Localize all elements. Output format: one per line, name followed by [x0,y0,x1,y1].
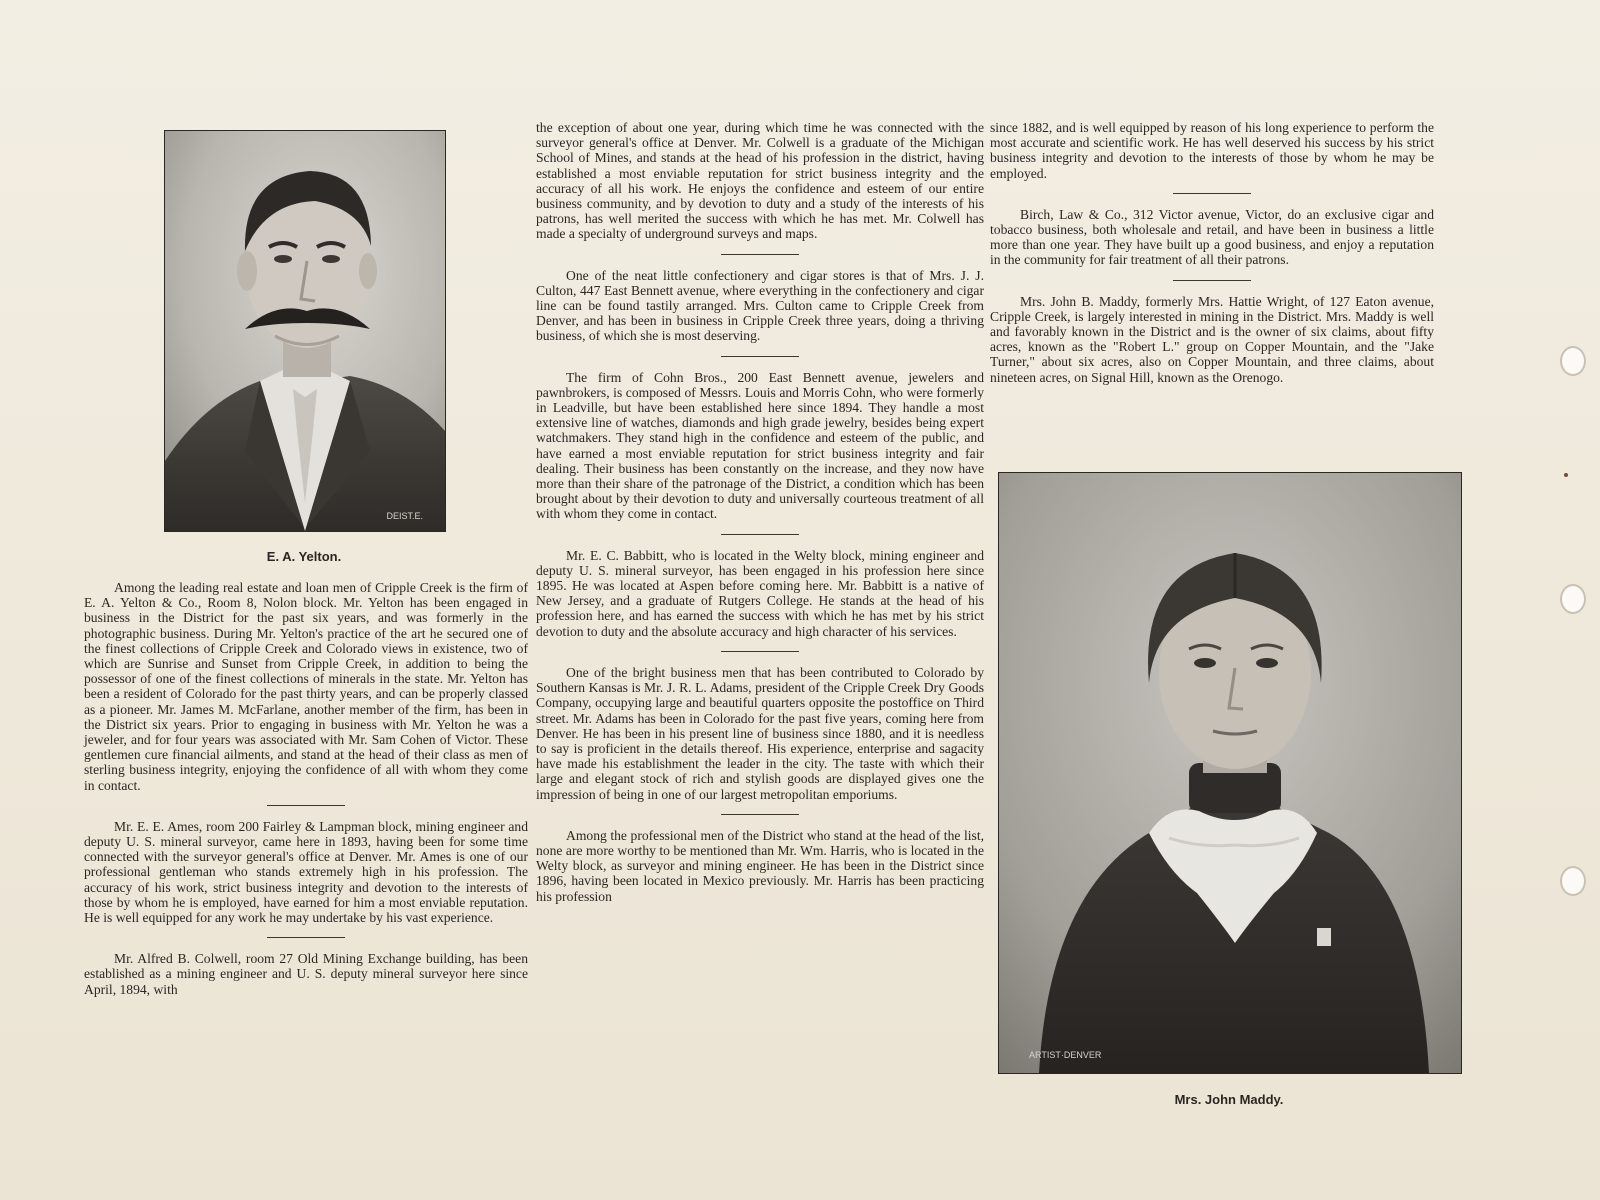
maddy-portrait-image [999,473,1461,1073]
paragraph-adams: One of the bright business men that has been contributed to Colorado by Southern Kansas is Mr. J. R. L. Adams, president of the Cripple Creek Dry Goods Company, occupying large and beautiful quarters opposite the postoffice on Third street. Mr. Adams has been in Colorado for the past five years, coming here from Denver. He has been in his present line of business since 1880, and it is needless to say is proficient in the details thereof. His experience, enterprise and sagacity have made his establishment the leader in the city. The taste with which their large and elegant stock of rich and stylish goods are displayed gives one the impression of being in one of our largest metropolitan emporiums. [536,664,984,802]
binder-hole [1560,866,1586,896]
divider [721,254,799,255]
yelton-photo-mark: DEIST.E. [386,511,423,521]
column-2 [536,120,984,920]
maddy-photo-mark: ARTIST·DENVER [1029,1050,1102,1060]
paper-fleck [1564,473,1568,477]
paragraph-babbitt: Mr. E. C. Babbitt, who is located in the Welty block, mining engineer and deputy U. S. mineral surveyor, has been engaged in his profession here since 1895. He was located at Aspen before coming here. Mr. Babbitt is a native of New Jersey, and a graduate of Rutgers College. He stands at the head of his profession here, and has earned the success with which he has met by his strict devotion to duty and the absolute accuracy and high character of his services. [536,547,984,639]
binder-hole [1560,346,1586,376]
paragraph-maddy: Mrs. John B. Maddy, formerly Mrs. Hattie Wright, of 127 Eaton avenue, Cripple Creek, is largely interested in mining in the District. Mrs. Maddy is well and favorably known in the District and is the owner of six claims, about fifty acres, known as the "Robert L." group on Copper Mountain, and the "Jake Turner," about six acres, also on Copper Mountain, and three claims, about nineteen acres, on Signal Hill, known as the Orenogo. [990,293,1434,385]
yelton-caption: E. A. Yelton. [266,549,342,564]
divider [1173,193,1251,194]
paragraph-colwell-cont: the exception of about one year, during which time he was connected with the surveyor general's office at Denver. Mr. Colwell is a graduate of the Michigan School of Mines, and stands at the head of his profession in the district, having established a most enviable reputation for strict business integrity and the accuracy of all his work. He enjoys the confidence and esteem of our entire business community, and by devotion to duty and a study of the interests of his patrons, has well merited the success with which he has met. Mr. Colwell has made a specialty of underground surveys and maps. [536,120,984,242]
column-1 [84,580,528,1013]
yelton-portrait-image [165,131,445,531]
divider [721,534,799,535]
divider [1173,280,1251,281]
divider [721,356,799,357]
maddy-caption: Mrs. John Maddy. [1174,1092,1284,1107]
divider [267,805,345,806]
paragraph-ames: Mr. E. E. Ames, room 200 Fairley & Lampman block, mining engineer and deputy U. S. mineral surveyor, came here in 1893, having been for some time connected with the surveyor general's office at Denver. Mr. Ames is one of our professional gentleman who stands extremely high in his profession. The accuracy of his work, strict business integrity and devotion to the interests of those by whom he is employed, have earned for him a most enviable reputation. He is well equipped for any work he may undertake by his vast experience. [84,818,528,926]
divider [267,937,345,938]
paragraph-cohn-bros: The firm of Cohn Bros., 200 East Bennett avenue, jewelers and pawnbrokers, is composed of Messrs. Louis and Morris Cohn, who were formerly in Leadville, but have been established here since 1894. They handle a most extensive line of watches, diamonds and high grade jewelry, besides being expert watchmakers. They stand high in the confidence and esteem of the public, and have earned a most enviable reputation for strict business integrity and fair dealing. Their business has been constantly on the increase, and they now have more than their share of the patronage of the District, a condition which has been brought about by their devotion to duty and universally courteous treatment of all with whom they come in contact. [536,369,984,522]
paragraph-harris-cont: since 1882, and is well equipped by reason of his long experience to perform the most accurate and scientific work. He has well deserved his success by his strict business integrity and devotion to the interests of those by whom he may be employed. [990,120,1434,181]
paragraph-harris: Among the professional men of the District who stand at the head of the list, none are more worthy to be mentioned than Mr. Wm. Harris, who is located in the Welty block, as surveyor and mining engineer. He has been in the District since 1896, having been located in Mexico previously. Mr. Harris has been practicing his profession [536,827,984,904]
paragraph-culton: One of the neat little confectionery and cigar stores is that of Mrs. J. J. Culton, 447 East Bennett avenue, where everything in the confectionery and cigar line can be found tastily arranged. Mrs. Culton came to Cripple Creek from Denver, and has been in business in Cripple Creek three years, doing a thriving business, of which she is most deserving. [536,267,984,344]
paragraph-colwell-start: Mr. Alfred B. Colwell, room 27 Old Mining Exchange building, has been established as a mining engineer and U. S. deputy mineral surveyor here since April, 1894, with [84,951,528,997]
divider [721,814,799,815]
divider [721,651,799,652]
column-3 [990,120,1434,401]
paragraph-birch-law: Birch, Law & Co., 312 Victor avenue, Victor, do an exclusive cigar and tobacco business, both wholesale and retail, and have been in business a little more than one year. They have built up a good business, and enjoy a reputation in the community for fair treatment of all their patrons. [990,206,1434,268]
yelton-portrait [164,130,446,532]
paragraph-yelton: Among the leading real estate and loan men of Cripple Creek is the firm of E. A. Yelton & Co., Room 8, Nolon block. Mr. Yelton has been engaged in business in the District for the past six years, and was formerly in the photographic business. During Mr. Yelton's practice of the art he secured one of the finest collections of Cripple Creek and Colorado views in existence, two of which are Sunrise and Sunset from Cripple Creek, in addition to being the possessor of one of the finest collections of minerals in the state. Mr. Yelton has been a resident of Colorado for the past thirty years, and can be properly classed as a pioneer. Mr. James M. McFarlane, another member of the firm, has been in the District six years. Prior to engaging in business with Mr. Yelton he was a jeweler, and for four years was associated with Mr. Sam Cohen of Victor. These gentlemen cure financial ailments, and stand at the head of their class as men of sterling business integrity, enjoying the confidence of all with whom they come in contact. [84,580,528,793]
maddy-portrait [998,472,1462,1074]
binder-hole [1560,584,1586,614]
